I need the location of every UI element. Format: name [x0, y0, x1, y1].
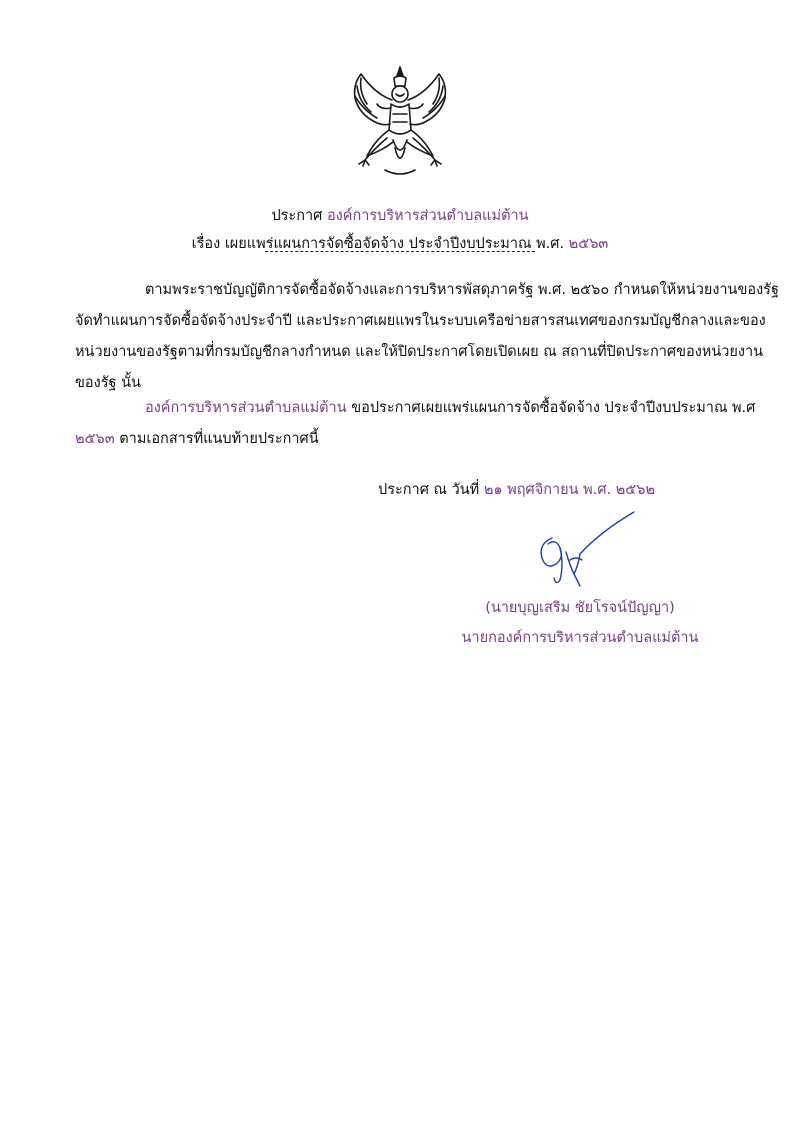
subject-year: ๒๕๖๓ [568, 236, 609, 252]
signer-name: (นายบุญเสริม ชัยโรจน์ปัญญา) [485, 600, 675, 616]
paragraph-line: หน่วยงานของรัฐตามที่กรมบัญชีกลางกำหนด และให้ปิดประกาศโดยเปิดเผย ณ สถานที่ปิดประกาศของหน่วยงาน [75, 344, 764, 360]
paragraph-text: ขอประกาศเผยแพร่แผนการจัดซื้อจัดจ้าง ประจำปีงบประมาณ พ.ศ [346, 400, 756, 416]
announce-prefix: ประกาศ [271, 208, 323, 224]
paragraph-year: ๒๕๖๓ [75, 431, 115, 447]
paragraph-line [75, 424, 735, 455]
announcement-date [378, 478, 655, 501]
date-prefix: ประกาศ ณ วันที่ [378, 482, 484, 498]
paragraph-line: ของรัฐ นั้น [75, 375, 141, 391]
paragraph-organization: องค์การบริหารส่วนตำบลแม่ต้าน [145, 400, 347, 416]
body-paragraph-1 [75, 275, 779, 399]
subject-text: เรื่อง เผยแพร่แผนการจัดซื้อจัดจ้าง ประจำปีงบประมาณ พ.ศ. [191, 236, 565, 252]
paragraph-line: ตามพระราชบัญญัติการจัดซื้อจัดจ้างและการบริหารพัสดุภาครัฐ พ.ศ. ๒๕๖๐ กำหนดให้หน่วยงานของรัฐ [145, 282, 779, 298]
paragraph-line: จัดทำแผนการจัดซื้อจัดจ้างประจำปี และประกาศเผยแพรในระบบเครือข่ายสารสนเทศของกรมบัญชีกลางและของ [75, 313, 766, 329]
announcement-title [0, 204, 800, 227]
title-divider [265, 251, 535, 252]
paragraph-line [75, 393, 756, 424]
signer-title: นายกองค์การบริหารส่วนตำบลแม่ต้าน [461, 630, 699, 646]
garuda-emblem-icon [345, 64, 455, 180]
handwritten-signature-icon [530, 508, 640, 590]
organization-name: องค์การบริหารส่วนตำบลแม่ต้าน [326, 208, 529, 224]
body-paragraph-2 [75, 393, 756, 455]
date-value: ๒๑ พฤศจิกายน พ.ศ. ๒๕๖๒ [483, 482, 656, 498]
paragraph-text: ตามเอกสารที่แนบท้ายประกาศนี้ [114, 431, 319, 447]
